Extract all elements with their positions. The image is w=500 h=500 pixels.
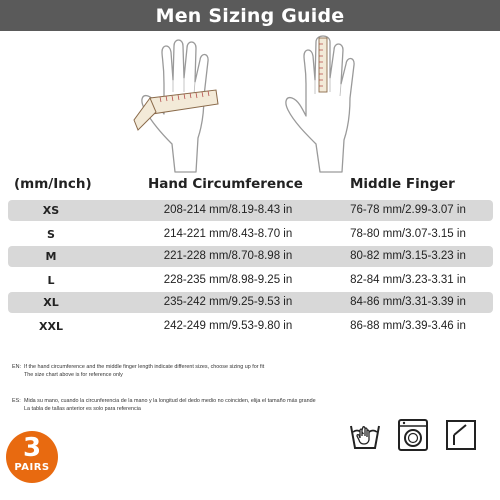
- column-header-middle-finger: Middle Finger: [350, 176, 455, 192]
- note-es-tag: ES:: [12, 398, 21, 404]
- size-label: XXL: [39, 320, 63, 333]
- size-label: XS: [42, 204, 60, 217]
- size-label: M: [45, 250, 57, 263]
- table-row: [8, 292, 493, 313]
- size-label: S: [47, 228, 55, 241]
- hand-circumference-value: 235-242 mm/9.25-9.53 in: [163, 296, 293, 308]
- column-header-size: (mm/Inch): [14, 176, 92, 192]
- table-row: [8, 270, 493, 291]
- tumble-dry-icon: [444, 418, 478, 452]
- pairs-label: PAIRS: [14, 462, 50, 473]
- middle-finger-value: 86-88 mm/3.39-3.46 in: [350, 320, 466, 332]
- size-label: L: [47, 274, 55, 287]
- note-es: [12, 397, 316, 413]
- hand-circumference-value: 242-249 mm/9.53-9.80 in: [163, 320, 293, 332]
- column-header-hand-circumference: Hand Circumference: [148, 176, 303, 192]
- hand-measurement-illustration: [120, 34, 380, 174]
- table-row: [8, 224, 493, 245]
- page-title-banner: [0, 0, 500, 31]
- note-en-tag: EN:: [12, 364, 21, 370]
- hand-circumference-value: 208-214 mm/8.19-8.43 in: [163, 204, 293, 216]
- table-row: [8, 246, 493, 267]
- table-row: [8, 316, 493, 337]
- middle-finger-value: 82-84 mm/3.23-3.31 in: [350, 274, 466, 286]
- size-table-header: [0, 176, 500, 196]
- note-en-line2: The size chart above is for reference only: [24, 372, 123, 378]
- hand-circumference-value: 228-235 mm/8.98-9.25 in: [163, 274, 293, 286]
- middle-finger-value: 78-80 mm/3.07-3.15 in: [350, 228, 466, 240]
- note-en: [12, 363, 264, 379]
- middle-finger-value: 84-86 mm/3.31-3.39 in: [350, 296, 466, 308]
- page-title: Men Sizing Guide: [155, 4, 345, 27]
- hand-circumference-value: 214-221 mm/8.43-8.70 in: [163, 228, 293, 240]
- pairs-count: 3: [22, 433, 42, 463]
- ruler-icon: [319, 38, 327, 92]
- washing-machine-icon: [396, 418, 430, 452]
- note-es-line2: La tabla de tallas anterior es solo para referencia: [24, 406, 141, 412]
- hand-wash-icon: [348, 418, 382, 452]
- note-es-line1: Mida su mano, cuando la circunferencia de la mano y la longitud del dedo medio no coinciden, elija el tamaño más grande: [24, 398, 316, 404]
- hand-circumference-value: 221-228 mm/8.70-8.98 in: [163, 250, 293, 262]
- middle-finger-value: 80-82 mm/3.15-3.23 in: [350, 250, 466, 262]
- table-row: [8, 200, 493, 221]
- middle-finger-value: 76-78 mm/2.99-3.07 in: [350, 204, 466, 216]
- note-en-line1: If the hand circumference and the middle finger length indicate different sizes, choose sizing up for fit: [24, 364, 265, 370]
- size-label: XL: [43, 296, 59, 309]
- pairs-badge: [6, 431, 58, 483]
